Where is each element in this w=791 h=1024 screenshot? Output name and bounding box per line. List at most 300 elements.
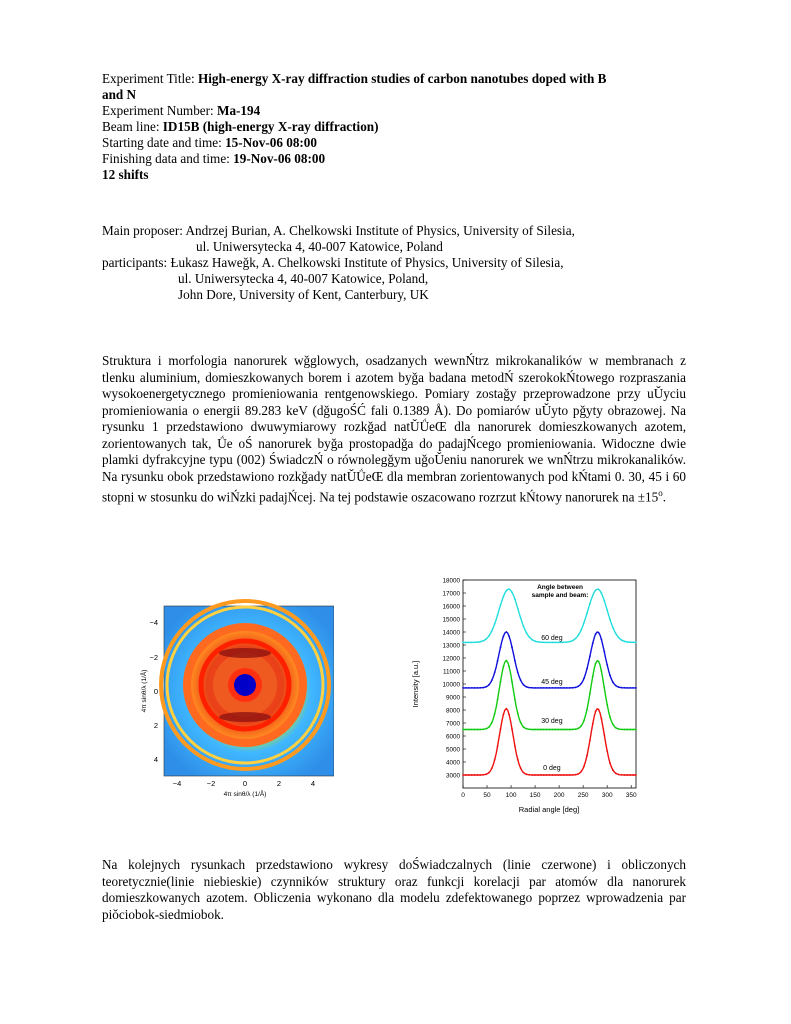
series-point xyxy=(577,685,579,687)
y-tick: −4 xyxy=(149,618,158,627)
series-point xyxy=(626,641,628,643)
series-point xyxy=(479,729,481,731)
main-proposer: Main proposer: Andrzej Burian, A. Chelkowski Institute of Physics, University of Silesia, xyxy=(102,223,575,238)
series-point xyxy=(580,725,582,727)
series-point xyxy=(477,774,479,776)
series-point xyxy=(503,666,505,668)
series-point xyxy=(569,729,571,731)
series-point xyxy=(624,774,626,776)
y-tick-label: 5000 xyxy=(445,746,460,754)
series-point xyxy=(479,641,481,643)
series-point xyxy=(491,722,493,724)
series-point xyxy=(468,687,470,689)
series-point xyxy=(514,745,516,747)
series-point xyxy=(618,728,620,730)
series-point xyxy=(621,687,623,689)
series-point xyxy=(624,640,626,642)
series-point xyxy=(531,729,533,731)
series-point xyxy=(595,589,597,591)
series-point xyxy=(534,687,536,689)
series-point xyxy=(557,687,559,689)
figure-diffraction-pattern xyxy=(138,598,334,798)
series-point xyxy=(609,619,611,621)
series-point xyxy=(626,729,628,731)
series-point xyxy=(503,635,505,637)
series-point xyxy=(531,639,533,641)
x-tick: 0 xyxy=(242,779,248,788)
experiment-title-value: High-energy X-ray diffraction studies of carbon nanotubes doped with B xyxy=(197,71,607,86)
series-point xyxy=(598,660,600,662)
series-point xyxy=(462,687,464,689)
legend-title-line-2: sample and beam: xyxy=(531,592,589,599)
series-point xyxy=(477,729,479,731)
series-point xyxy=(520,617,522,619)
series-point xyxy=(511,646,513,648)
series-point xyxy=(575,687,577,689)
shifts: 12 shifts xyxy=(102,167,149,182)
series-point xyxy=(624,687,626,689)
series-point xyxy=(511,728,513,730)
series-point xyxy=(517,713,519,715)
beamstop-hole xyxy=(234,674,256,696)
series-point xyxy=(609,716,611,718)
series-point xyxy=(488,684,490,686)
series-point xyxy=(474,641,476,643)
series-point xyxy=(566,729,568,731)
series-point xyxy=(572,640,574,642)
series-point xyxy=(485,638,487,640)
series-point xyxy=(606,704,608,706)
series-point xyxy=(621,774,623,776)
y-tick-label: 13000 xyxy=(442,642,460,650)
series-point xyxy=(554,729,556,731)
participants-address: ul. Uniwersytecka 4, 40-007 Katowice, Poland, xyxy=(178,271,429,286)
series-label: 30 deg xyxy=(541,718,563,725)
series-point xyxy=(560,729,562,731)
series-point xyxy=(523,684,525,686)
series-point xyxy=(505,590,507,592)
x-tick-label: 300 xyxy=(601,792,613,799)
y-tick-label: 16000 xyxy=(442,603,460,611)
series-point xyxy=(601,592,603,594)
series-point xyxy=(471,729,473,731)
series-point xyxy=(554,687,556,689)
y-axis-label: Intensity [a.u.] xyxy=(411,660,420,708)
series-point xyxy=(575,774,577,776)
series-point xyxy=(474,729,476,731)
series-point xyxy=(557,729,559,731)
y-tick: 4 xyxy=(153,755,158,764)
finish-date-label: Finishing data and time: xyxy=(102,151,234,166)
series-point xyxy=(575,728,577,730)
series-point xyxy=(606,664,608,666)
series-point xyxy=(577,773,579,775)
series-point xyxy=(566,687,568,689)
series-point xyxy=(583,765,585,767)
x-tick: −2 xyxy=(206,779,216,788)
series-point xyxy=(615,633,617,635)
series-point xyxy=(468,729,470,731)
series-point xyxy=(468,774,470,776)
participants: participants: Ƚukasz Haweǧk, A. Chelkowski Institute of Physics, University of Silesia, xyxy=(102,255,564,270)
body-paragraph-2 xyxy=(102,857,686,923)
series-point xyxy=(526,686,528,688)
series-point xyxy=(595,663,597,665)
paragraph-2-text: Na kolejnych rysunkach przedstawiono wykresy doŚwiadczalnych (linie czerwone) i obliczonych teoretycznie(linie niebieskie) czynników struktury oraz funkcji korelacji par atomów dla nanorurek domieszkowanych azotem. Obliczenia wykonano dla modelu zdefektowanego poprzez wprowadzenia par piǒciobok-siedmiobok. xyxy=(102,857,686,922)
series-point xyxy=(586,668,588,670)
series-point xyxy=(595,711,597,713)
series-point xyxy=(497,660,499,662)
series-point xyxy=(514,699,516,701)
y-tick-label: 8000 xyxy=(445,707,460,715)
series-point xyxy=(482,774,484,776)
series-point xyxy=(474,687,476,689)
series-point xyxy=(479,774,481,776)
series-point xyxy=(488,772,490,774)
series-point xyxy=(566,774,568,776)
series-point xyxy=(543,774,545,776)
series-point xyxy=(606,750,608,752)
series-point xyxy=(580,771,582,773)
series-point xyxy=(603,734,605,736)
series-point xyxy=(589,655,591,657)
series-point xyxy=(583,622,585,624)
series-point xyxy=(523,772,525,774)
series-point xyxy=(491,630,493,632)
series-point xyxy=(482,728,484,730)
series-point xyxy=(508,714,510,716)
series-point xyxy=(635,642,637,644)
beamline-label: Beam line: xyxy=(102,119,163,134)
series-point xyxy=(485,728,487,730)
series-point xyxy=(635,729,637,731)
series-point xyxy=(552,687,554,689)
y-tick: 0 xyxy=(153,687,158,696)
series-point xyxy=(569,641,571,643)
series-point xyxy=(632,729,634,731)
series-point xyxy=(500,728,502,730)
x-tick: −4 xyxy=(172,779,182,788)
series-point xyxy=(549,687,551,689)
series-point xyxy=(592,675,594,677)
series-point xyxy=(520,767,522,769)
series-point xyxy=(575,638,577,640)
y-tick-label: 14000 xyxy=(442,629,460,637)
series-point xyxy=(494,672,496,674)
start-date-line xyxy=(102,135,317,151)
series-point xyxy=(531,687,533,689)
beamline-line xyxy=(102,119,379,135)
series-point xyxy=(560,687,562,689)
series-point xyxy=(508,666,510,668)
series-point xyxy=(569,774,571,776)
series-point xyxy=(534,640,536,642)
y-tick: −2 xyxy=(149,653,158,662)
series-point xyxy=(632,641,634,643)
series-point xyxy=(589,693,591,695)
series-point xyxy=(491,679,493,681)
series-point xyxy=(603,651,605,653)
x-tick: 4 xyxy=(310,779,316,788)
y-tick-label: 4000 xyxy=(445,759,460,767)
series-point xyxy=(629,687,631,689)
series-point xyxy=(601,670,603,672)
series-point xyxy=(543,687,545,689)
series-point xyxy=(528,728,530,730)
figure-intensity-chart xyxy=(404,572,644,817)
series-point xyxy=(479,687,481,689)
degree-sup: o xyxy=(658,488,663,498)
series-point xyxy=(577,727,579,729)
series-point xyxy=(601,718,603,720)
experiment-title-label: Experiment Title: xyxy=(102,71,198,86)
series-point xyxy=(563,729,565,731)
series-point xyxy=(488,726,490,728)
body-paragraph-1 xyxy=(102,353,686,506)
series-point xyxy=(494,623,496,625)
series-point xyxy=(517,672,519,674)
series-point xyxy=(528,687,530,689)
experiment-number-label: Experiment Number: xyxy=(102,103,217,118)
diffraction-pattern-svg xyxy=(138,598,334,798)
diffraction-spot-top xyxy=(219,648,271,658)
y-axis-ticks xyxy=(149,618,158,764)
y-tick-label: 18000 xyxy=(442,577,460,585)
start-date-label: Starting date and time: xyxy=(102,135,226,150)
series-point xyxy=(554,774,556,776)
y-tick-label: 10000 xyxy=(442,681,460,689)
series-point xyxy=(598,589,600,591)
series-point xyxy=(569,687,571,689)
series-point xyxy=(549,729,551,731)
series-point xyxy=(514,598,516,600)
series-point xyxy=(537,729,539,731)
series-point xyxy=(465,687,467,689)
series-point xyxy=(477,641,479,643)
y-tick-label: 11000 xyxy=(442,668,460,676)
series-point xyxy=(526,773,528,775)
series-point xyxy=(629,774,631,776)
series-point xyxy=(517,608,519,610)
series-point xyxy=(560,774,562,776)
x-tick-label: 150 xyxy=(529,792,541,799)
series-point xyxy=(609,762,611,764)
series-point xyxy=(540,687,542,689)
series-point xyxy=(523,626,525,628)
series-point xyxy=(549,774,551,776)
series-point xyxy=(601,639,603,641)
series-point xyxy=(540,774,542,776)
series-point xyxy=(500,681,502,683)
y-tick-label: 12000 xyxy=(442,655,460,663)
diffraction-spot-bottom xyxy=(219,712,271,722)
series-point xyxy=(572,729,574,731)
series-point xyxy=(572,687,574,689)
series-point xyxy=(546,729,548,731)
finish-date-value: 19-Nov-06 08:00 xyxy=(233,151,326,166)
series-point xyxy=(586,709,588,711)
series-point xyxy=(462,642,464,644)
start-date-value: 15-Nov-06 08:00 xyxy=(225,135,317,150)
series-point xyxy=(497,614,499,616)
series-point xyxy=(482,687,484,689)
series-point xyxy=(471,774,473,776)
series-point xyxy=(603,600,605,602)
finish-date-line xyxy=(102,151,325,167)
series-point xyxy=(497,745,499,747)
series-point xyxy=(626,687,628,689)
series-point xyxy=(537,687,539,689)
paragraph-1-end: . xyxy=(662,489,667,505)
series-point xyxy=(612,724,614,726)
series-point xyxy=(563,774,565,776)
series-point xyxy=(494,759,496,761)
series-point xyxy=(615,727,617,729)
series-point xyxy=(505,660,507,662)
series-point xyxy=(629,641,631,643)
legend-title-line-1: Angle between xyxy=(537,584,583,591)
series-point xyxy=(508,588,510,590)
series-point xyxy=(606,609,608,611)
series-point xyxy=(563,641,565,643)
series-point xyxy=(517,759,519,761)
x-tick: 2 xyxy=(276,779,282,788)
series-point xyxy=(482,640,484,642)
series-point xyxy=(503,714,505,716)
series-point xyxy=(468,642,470,644)
series-point xyxy=(586,755,588,757)
series-point xyxy=(514,660,516,662)
y-tick: 2 xyxy=(153,721,158,730)
x-axis-label: 4π sinθ/λ (1/Å) xyxy=(223,791,267,798)
x-axis-ticks xyxy=(173,779,315,788)
series-point xyxy=(592,595,594,597)
y-axis-label: 4π sinθ/λ (1/Å) xyxy=(141,669,148,713)
series-point xyxy=(580,683,582,685)
series-point xyxy=(494,713,496,715)
x-tick-label: 350 xyxy=(625,792,637,799)
series-point xyxy=(586,612,588,614)
series-point xyxy=(598,709,600,711)
series-point xyxy=(491,767,493,769)
series-point xyxy=(618,637,620,639)
y-tick-label: 7000 xyxy=(445,720,460,728)
series-point xyxy=(552,729,554,731)
y-tick-label: 9000 xyxy=(445,694,460,702)
series-point xyxy=(546,687,548,689)
series-point xyxy=(632,774,634,776)
experiment-number-line xyxy=(102,103,260,119)
series-point xyxy=(511,591,513,593)
series-point xyxy=(580,629,582,631)
series-point xyxy=(592,642,594,644)
series-point xyxy=(500,646,502,648)
series-label: 0 deg xyxy=(543,764,561,772)
series-point xyxy=(621,729,623,731)
series-point xyxy=(477,687,479,689)
series-point xyxy=(577,634,579,636)
series-point xyxy=(526,728,528,730)
series-point xyxy=(531,774,533,776)
series-point xyxy=(612,681,614,683)
series-point xyxy=(537,641,539,643)
y-axis-ticks xyxy=(442,577,466,779)
series-point xyxy=(615,772,617,774)
series-point xyxy=(511,681,513,683)
series-point xyxy=(626,774,628,776)
x-tick-label: 200 xyxy=(553,792,565,799)
x-axis-label: Radial angle [deg] xyxy=(518,805,580,814)
series-point xyxy=(557,774,559,776)
series-point xyxy=(566,641,568,643)
series-point xyxy=(635,687,637,689)
series-point xyxy=(615,685,617,687)
series-point xyxy=(488,635,490,637)
series-point xyxy=(503,596,505,598)
intensity-chart-svg xyxy=(404,572,644,817)
series-point xyxy=(621,639,623,641)
series-point xyxy=(528,636,530,638)
experiment-title-line xyxy=(102,71,606,87)
main-proposer-address: ul. Uniwersytecka 4, 40-007 Katowice, Poland xyxy=(196,239,443,254)
series-point xyxy=(543,729,545,731)
series-point xyxy=(572,774,574,776)
series-point xyxy=(598,632,600,634)
series-point xyxy=(471,687,473,689)
x-tick-label: 0 xyxy=(461,792,465,799)
series-point xyxy=(505,708,507,710)
series-point xyxy=(462,774,464,776)
series-label: 60 deg xyxy=(541,634,563,642)
series-point xyxy=(526,632,528,634)
series-point xyxy=(629,729,631,731)
x-tick-label: 50 xyxy=(483,792,491,799)
y-tick-label: 6000 xyxy=(445,733,460,741)
y-tick-label: 15000 xyxy=(442,616,460,624)
x-tick-label: 100 xyxy=(505,792,517,799)
series-point xyxy=(505,631,507,633)
y-tick-label: 17000 xyxy=(442,590,460,598)
series-point xyxy=(465,774,467,776)
series-point xyxy=(540,729,542,731)
series-point xyxy=(534,774,536,776)
series-point xyxy=(500,604,502,606)
series-point xyxy=(624,729,626,731)
series-point xyxy=(583,719,585,721)
series-point xyxy=(520,722,522,724)
series-point xyxy=(485,773,487,775)
series-point xyxy=(546,774,548,776)
series-label: 45 deg xyxy=(541,679,563,686)
series-point xyxy=(595,633,597,635)
series-point xyxy=(474,774,476,776)
series-point xyxy=(589,603,591,605)
series-point xyxy=(612,627,614,629)
series-point xyxy=(603,687,605,689)
participants-second: John Dore, University of Kent, Canterbury, UK xyxy=(178,287,429,302)
series-point xyxy=(609,675,611,677)
series-point xyxy=(589,740,591,742)
series-point xyxy=(520,679,522,681)
y-tick-label: 3000 xyxy=(445,772,460,780)
series-point xyxy=(523,726,525,728)
paragraph-1-text: Struktura i morfologia nanorurek wǧglowych, osadzanych wewnŃtrz mikrokanalików w membranach z tlenku aluminium, domieszkowanych borem i azotem byǧa badana metodŃ szerokokŃtowego rozpraszania wysokoenergetycznego promieniowania rentgenowskiego. Pomiary zostaǧy przeprowadzone przy uǓyciu promieniowania o energii 89.283 keV (dǧugoŚĆ fali 0.1389 Å). Do pomiarów uǓyto pǧyty obrazowej. Na rysunku 1 przedstawiono dwuwymiarowy rozkǧad natǓǗeŒ dla nanorurek domieszkowanych azotem, zorientowanych tak, Ǘe oŚ nanorurek byǧa prostopadǧa do padajŃcego promieniowania. Widoczne dwie plamki dyfrakcyjne typu (002) ŚwiadczŃ o równolegǧym uǧoǓeniu nanorurek we wnŃtrzu mikrokanalików. Na rysunku obok przedstawiono rozkǧady natǓǗeŒ dla membran zorientowanych pod kŃtami 0. 30, 45 i 60 stopni w stosunku do wiŃzki padajŃcej. Na tej podstawie oszacowano rozrzut kŃtowy nanorurek na ±15 xyxy=(102,353,686,505)
series-point xyxy=(465,729,467,731)
series-point xyxy=(485,686,487,688)
x-tick-label: 250 xyxy=(577,792,589,799)
series-point xyxy=(592,723,594,725)
series-point xyxy=(635,774,637,776)
